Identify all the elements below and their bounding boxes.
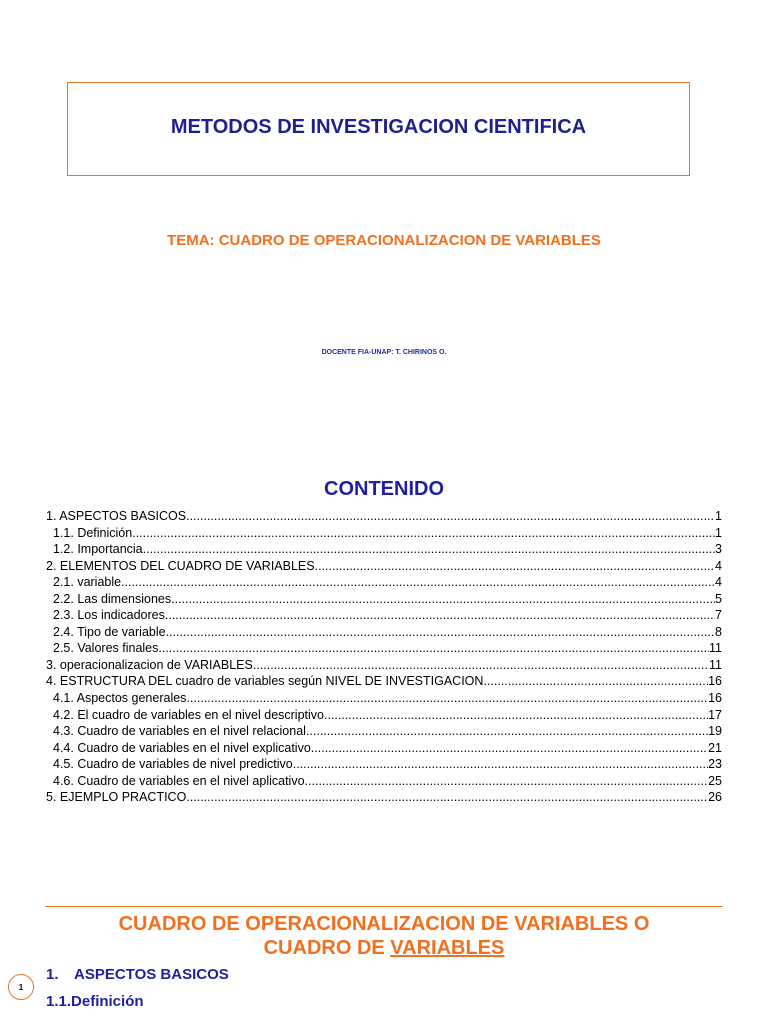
toc-entry-page: 3: [715, 542, 722, 557]
toc-entry-label: 2.5. Valores finales: [53, 641, 159, 656]
toc-entry-label: 2.4. Tipo de variable: [53, 624, 166, 639]
toc-entry-label: 3. operacionalizacion de VARIABLES: [46, 657, 253, 672]
toc-dot-leader: [324, 707, 708, 724]
toc-entry[interactable]: [46, 690, 722, 707]
toc-entry-label: 2.3. Los indicadores: [53, 608, 165, 623]
toc-dot-leader: [165, 607, 715, 624]
toc-entry[interactable]: [46, 558, 722, 575]
toc-entry-label: 2.2. Las dimensiones: [53, 591, 172, 606]
section-title-prefix: CUADRO DE: [263, 937, 391, 959]
toc-entry-label: 5. EJEMPLO PRACTICO: [46, 790, 187, 805]
toc-entry-page: 4: [715, 575, 722, 590]
toc-entry[interactable]: [46, 756, 722, 773]
toc-entry-page: 1: [715, 509, 722, 523]
toc-entry[interactable]: [46, 541, 722, 558]
toc-dot-leader: [293, 756, 708, 773]
heading-number: 1.: [46, 966, 59, 983]
toc-dot-leader: [158, 640, 709, 657]
contents-heading: CONTENIDO: [324, 478, 444, 500]
page-number-badge: 1: [8, 974, 34, 1000]
toc-entry-label: 1.2. Importancia: [53, 542, 143, 557]
toc-entry[interactable]: [46, 640, 722, 657]
toc-entry-page: 21: [708, 740, 722, 755]
toc-entry[interactable]: [46, 789, 722, 806]
toc-entry[interactable]: [46, 525, 722, 542]
toc-dot-leader: [121, 574, 715, 591]
toc-entry-page: 7: [715, 608, 722, 623]
toc-dot-leader: [186, 508, 715, 525]
section-title: [0, 912, 768, 960]
toc-dot-leader: [483, 673, 708, 690]
toc-entry-page: 11: [709, 641, 722, 656]
toc-entry-label: 4.6. Cuadro de variables en el nivel aplicativo: [53, 773, 305, 788]
toc-entry[interactable]: [46, 607, 722, 624]
toc-entry-page: 26: [708, 790, 722, 805]
variables-link[interactable]: VARIABLES: [390, 937, 505, 959]
toc-entry-label: 4. ESTRUCTURA DEL cuadro de variables según NIVEL DE INVESTIGACION: [46, 674, 484, 689]
toc-entry[interactable]: [46, 723, 722, 740]
toc-entry-page: 8: [715, 624, 722, 639]
toc-entry-label: 4.1. Aspectos generales: [53, 691, 187, 706]
table-of-contents: [46, 508, 722, 806]
toc-entry-label: 4.2. El cuadro de variables en el nivel descriptivo: [53, 707, 324, 722]
toc-dot-leader: [305, 773, 709, 790]
toc-dot-leader: [186, 690, 708, 707]
section-title-line1: CUADRO DE OPERACIONALIZACION DE VARIABLES O: [118, 913, 650, 935]
toc-entry-page: 19: [708, 724, 722, 739]
toc-entry[interactable]: [46, 574, 722, 591]
toc-entry-page: 1: [715, 525, 722, 540]
toc-entry-page: 17: [708, 707, 722, 722]
toc-dot-leader: [306, 723, 708, 740]
toc-entry-page: 4: [715, 558, 722, 573]
section-title-line2: [0, 936, 768, 960]
toc-dot-leader: [143, 541, 715, 558]
toc-dot-leader: [253, 657, 709, 674]
toc-dot-leader: [315, 558, 715, 575]
document-title: METODOS DE INVESTIGACION CIENTIFICA: [170, 116, 587, 138]
toc-entry[interactable]: [46, 740, 722, 757]
toc-entry-label: 1. ASPECTOS BASICOS: [46, 509, 187, 523]
toc-entry-page: 23: [708, 757, 722, 772]
heading-aspectos-basicos: [46, 966, 229, 983]
toc-entry[interactable]: [46, 591, 722, 608]
toc-entry-page: 16: [708, 691, 722, 706]
toc-entry-label: 4.5. Cuadro de variables de nivel predictivo: [53, 757, 293, 772]
toc-dot-leader: [186, 789, 708, 806]
toc-dot-leader: [166, 624, 715, 641]
toc-entry[interactable]: [46, 624, 722, 641]
instructor-line: DOCENTE FIA-UNAP: T. CHIRINOS O.: [321, 349, 447, 356]
toc-entry-label: 4.4. Cuadro de variables en el nivel explicativo: [53, 740, 311, 755]
toc-dot-leader: [311, 740, 708, 757]
toc-dot-leader: [171, 591, 715, 608]
toc-entry[interactable]: [46, 773, 722, 790]
toc-entry-label: 1.1. Definición: [53, 525, 133, 540]
toc-entry-page: 16: [708, 674, 722, 689]
toc-entry[interactable]: [46, 707, 722, 724]
toc-entry-label: 4.3. Cuadro de variables en el nivel relacional: [53, 724, 306, 739]
topic-line: TEMA: CUADRO DE OPERACIONALIZACION DE VARIABLES: [167, 232, 601, 249]
toc-entry-page: 11: [709, 657, 722, 672]
toc-entry[interactable]: [46, 657, 722, 674]
subheading-definicion: 1.1.Definición: [46, 993, 144, 1010]
toc-entry-page: 5: [715, 591, 722, 606]
toc-dot-leader: [132, 525, 715, 542]
section-divider: [45, 906, 723, 907]
toc-entry-label: 2.1. variable: [53, 575, 122, 590]
toc-entry[interactable]: [46, 508, 722, 525]
toc-entry-label: 2. ELEMENTOS DEL CUADRO DE VARIABLES: [46, 558, 315, 573]
heading-text: ASPECTOS BASICOS: [74, 966, 229, 983]
toc-entry[interactable]: [46, 673, 722, 690]
toc-entry-page: 25: [708, 773, 722, 788]
